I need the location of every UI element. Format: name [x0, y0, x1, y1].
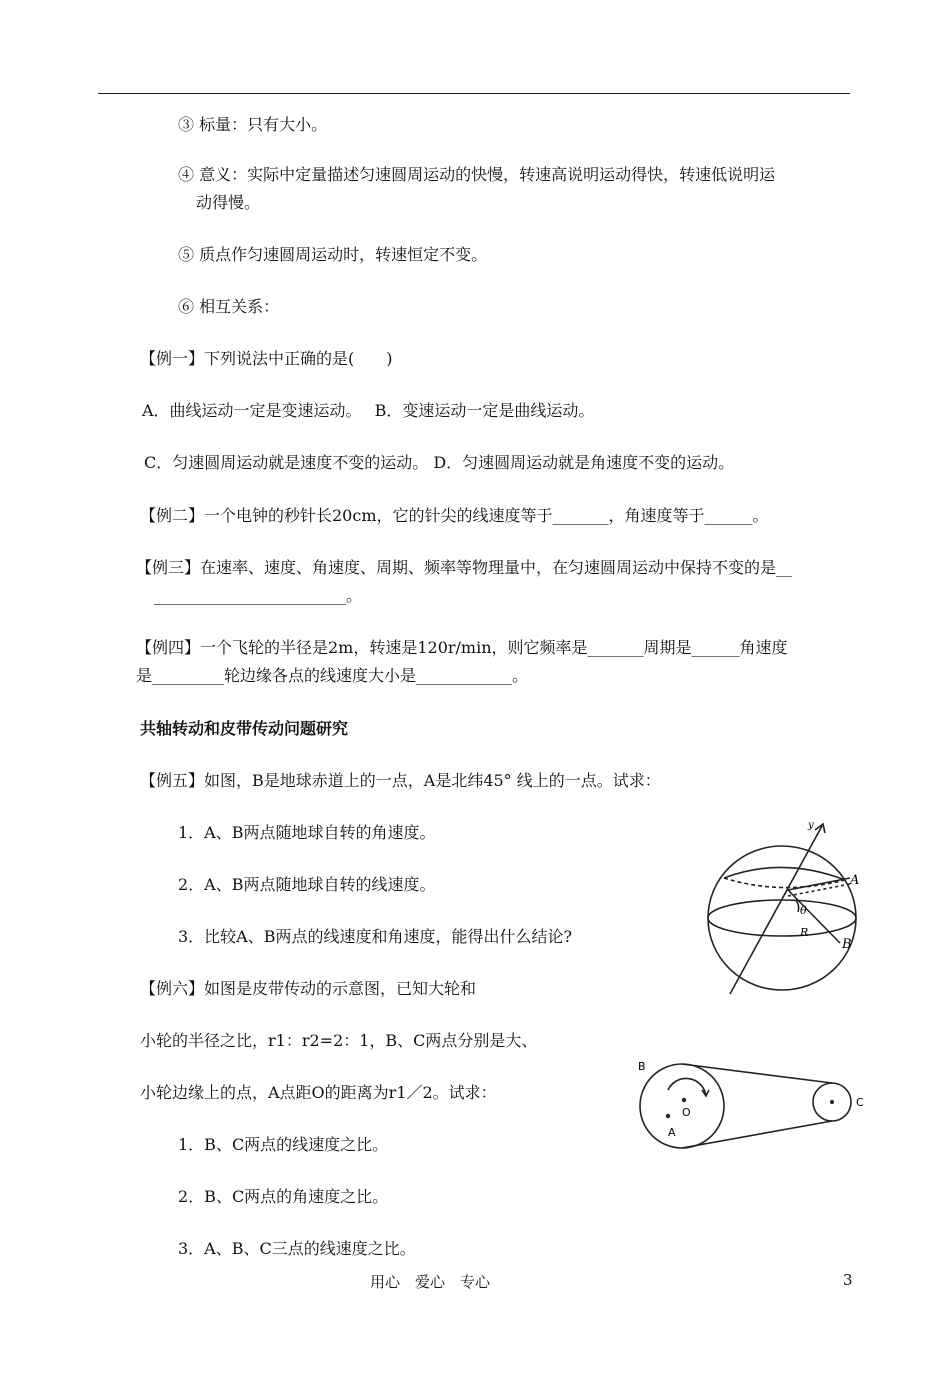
text-relation: ⑥ 相互关系：	[178, 297, 280, 316]
belt-drive-figure	[632, 1058, 872, 1158]
text-meaning: ④ 意义：实际中定量描述匀速圆周运动的快慢，转速高说明运动得快，转速低说明运	[178, 165, 776, 184]
header-rule	[98, 93, 850, 94]
belt-bottom	[682, 1121, 832, 1148]
text-scalar: ③ 标量：只有大小。	[178, 115, 328, 134]
label-b: B	[638, 1060, 646, 1073]
example-2: 【例二】一个电钟的秒针长20cm，它的针尖的线速度等于_______，角速度等于______。	[140, 506, 769, 525]
example-6-cont1: 小轮的半径之比，r1：r2=2：1，B、C两点分别是大、	[140, 1031, 538, 1050]
dashed-helper	[788, 884, 850, 896]
earth-rotation-figure	[700, 818, 865, 998]
example-5: 【例五】如图，B是地球赤道上的一点，A是北纬45° 线上的一点。试求：	[140, 771, 661, 790]
label-axis: y	[808, 820, 814, 831]
label-theta: θ	[800, 904, 807, 917]
example-3: 【例三】在速率、速度、角速度、周期、频率等物理量中，在匀速圆周运动中保持不变的是__	[136, 558, 793, 577]
example-1: 【例一】下列说法中正确的是( )	[140, 349, 393, 368]
example-5-q1: 1．A、B两点随地球自转的角速度。	[178, 823, 436, 842]
example-6-q1: 1．B、C两点的线速度之比。	[178, 1135, 389, 1154]
example-1-options-ab: A．曲线运动一定是变速运动。 B．变速运动一定是曲线运动。	[142, 401, 595, 420]
belt-top	[682, 1064, 832, 1083]
label-o: O	[682, 1106, 691, 1119]
label-c: C	[856, 1096, 864, 1109]
label-a: A	[668, 1126, 676, 1139]
point-a-dot	[666, 1114, 670, 1118]
rotation-arrow	[668, 1078, 706, 1096]
radius-to-a	[788, 878, 850, 890]
angle-arc	[796, 900, 799, 912]
example-6-q3: 3．A、B、C三点的线速度之比。	[178, 1239, 416, 1258]
page-number: 3	[843, 1271, 853, 1289]
center-o-dot	[682, 1098, 686, 1102]
section-heading: 共轴转动和皮带传动问题研究	[140, 719, 349, 738]
equator	[708, 900, 856, 936]
center-small-dot	[830, 1100, 834, 1104]
label-r: R	[800, 926, 809, 939]
example-5-q3: 3．比较A、B两点的线速度和角速度，能得出什么结论?	[178, 927, 573, 946]
example-6-q2: 2．B、C两点的角速度之比。	[178, 1187, 389, 1206]
label-a: A	[850, 873, 860, 888]
text-meaning-cont: 动得慢。	[196, 193, 261, 212]
text-constant: ⑤ 质点作匀速圆周运动时，转速恒定不变。	[178, 245, 488, 264]
latitude-45-front	[724, 867, 845, 880]
example-4: 【例四】一个飞轮的半径是2m，转速是120r/min，则它频率是_______周期是______角速度	[136, 638, 788, 657]
label-b: B	[842, 937, 852, 952]
example-6: 【例六】如图是皮带传动的示意图，已知大轮和	[140, 979, 477, 998]
page-footer: 用心 爱心 专心	[370, 1273, 491, 1291]
example-4-cont: 是_________轮边缘各点的线速度大小是____________。	[136, 666, 529, 685]
example-3-cont: ________________________。	[154, 586, 363, 605]
example-1-options-cd: C．匀速圆周运动就是速度不变的运动。 D．匀速圆周运动就是角速度不变的运动。	[144, 453, 735, 472]
example-5-q2: 2．A、B两点随地球自转的线速度。	[178, 875, 436, 894]
example-6-cont2: 小轮边缘上的点，A点距O的距离为r1／2。试求：	[140, 1083, 497, 1102]
